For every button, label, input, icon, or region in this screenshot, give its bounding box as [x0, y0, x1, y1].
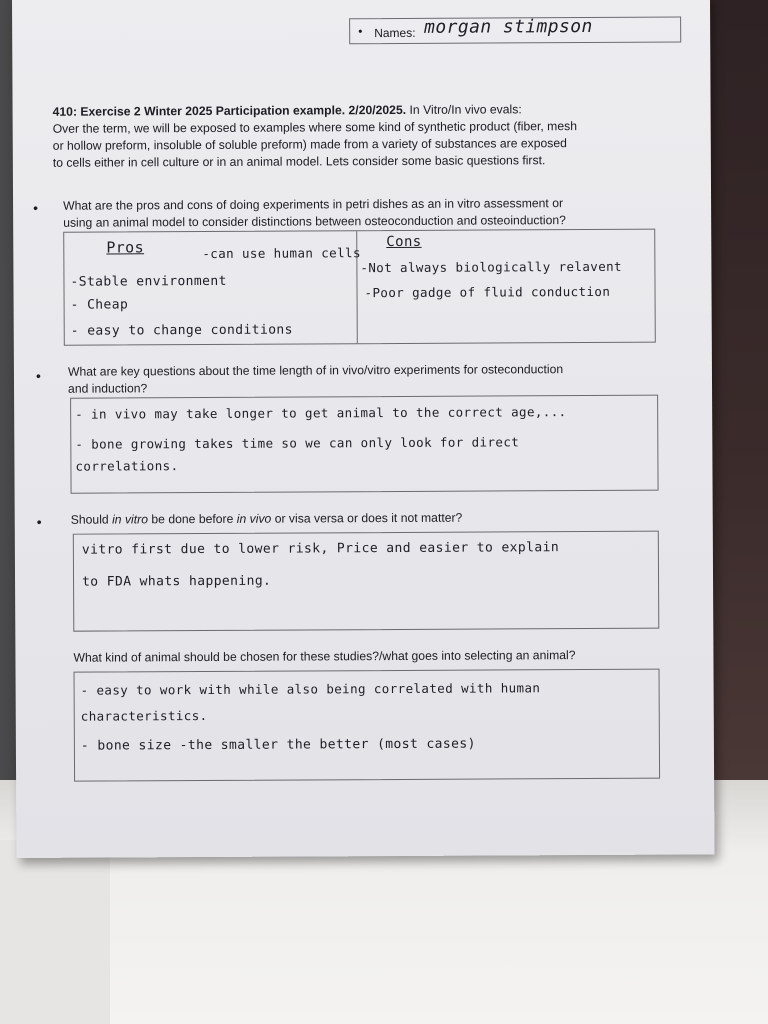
pros-item: - Cheap	[70, 297, 129, 313]
q2-answer-line: - bone growing takes time so we can only look for direct	[75, 434, 520, 452]
names-bullet: •	[358, 24, 363, 39]
q3-answer-line: vitro first due to lower risk, Price and easier to explain	[81, 540, 560, 558]
q3-answer-box	[73, 531, 660, 632]
cons-item: -Poor gadge of fluid conduction	[364, 283, 611, 301]
q2-line: and induction?	[67, 381, 148, 396]
pros-item: - easy to change conditions	[70, 322, 293, 339]
intro-line: to cells either in cell culture or in an animal model. Lets consider some basic questions first.	[52, 153, 546, 170]
intro-paragraph	[53, 101, 653, 172]
q2-answer-line: correlations.	[75, 458, 179, 474]
q3-text-em: in vitro	[112, 512, 149, 527]
q1-text	[63, 195, 643, 232]
names-value: morgan stimpson	[424, 15, 593, 38]
cons-item: -Not always biologically relavent	[360, 258, 622, 276]
intro-line: or hollow preform, insoluble of soluble preform) made from a variety of substances are exposed	[52, 136, 567, 153]
q4-answer-line: - bone size -the smaller the better (most cases)	[80, 736, 476, 754]
table-surface-left	[0, 840, 110, 1024]
q2-text	[68, 361, 648, 398]
q1-line: using an animal model to consider distinctions between osteoconduction and osteoinduction?	[63, 213, 566, 230]
q2-bullet: •	[35, 367, 41, 384]
q1-bullet: •	[33, 199, 39, 216]
q4-answer-box	[74, 669, 661, 782]
q2-line: What are key questions about the time length of in vivo/vitro experiments for osteconduction	[67, 362, 564, 379]
q3-text-em: in vivo	[236, 511, 272, 526]
q3-text-part: or visa versa or does it not matter?	[271, 510, 463, 526]
intro-title-bold: 410: Exercise 2 Winter 2025 Participation example. 2/20/2025.	[52, 102, 407, 119]
cons-header: Cons	[386, 233, 422, 251]
worksheet-page	[12, 0, 714, 858]
q2-answer-box	[70, 395, 658, 494]
q3-text	[71, 509, 651, 529]
q4-text: What kind of animal should be chosen for these studies?/what goes into selecting an animal?	[73, 648, 576, 665]
names-box	[349, 16, 681, 44]
pros-cons-table	[63, 229, 656, 346]
q4-answer-line: - easy to work with while also being correlated with human	[80, 680, 541, 698]
q4-answer-line: characteristics.	[80, 707, 208, 724]
q1-line: What are the pros and cons of doing experiments in petri dishes as an in vitro assessment or	[63, 196, 564, 213]
q3-bullet: •	[36, 513, 42, 530]
names-label: Names:	[374, 25, 416, 41]
q3-text-part: be done before	[147, 511, 237, 527]
q3-answer-line: to FDA whats happening.	[82, 573, 272, 590]
pros-item: -Stable environment	[70, 273, 227, 290]
q2-answer-line: - in vivo may take longer to get animal to the correct age,...	[75, 404, 567, 422]
q3-text-part: Should	[70, 512, 113, 527]
pros-note: -can use human cells	[202, 245, 361, 262]
intro-line: Over the term, we will be exposed to examples where some kind of synthetic product (fiber, mesh	[52, 119, 578, 136]
intro-title-rest: In Vitro/In vivo evals:	[409, 102, 522, 117]
pros-header: Pros	[106, 238, 145, 257]
